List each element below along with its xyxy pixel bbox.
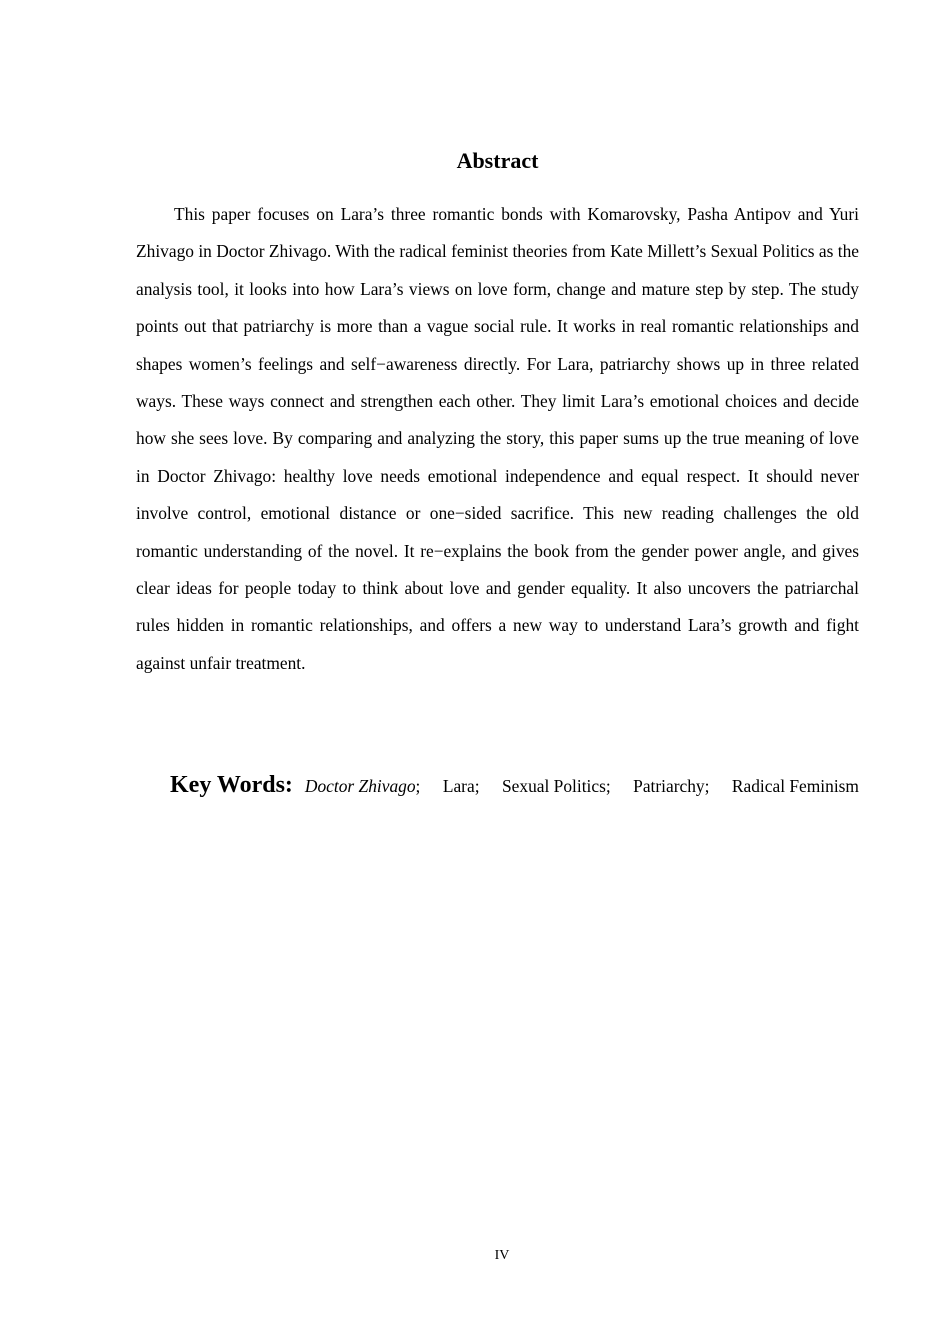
keyword-item: [502, 766, 611, 806]
keyword-separator: ;: [704, 776, 710, 796]
keyword-item: [305, 766, 420, 806]
keywords-label: Key Words:: [170, 772, 293, 798]
abstract-title: Abstract: [456, 148, 539, 173]
keyword-text: Lara: [442, 776, 475, 796]
keyword-item: [732, 766, 859, 806]
abstract-body: This paper focuses on Lara’s three romantic bonds with Komarovsky, Pasha Antipov and Yuri Zhivago in Doctor Zhivago. With the radical feminist theories from Kate Millett’s Sexual Politics as the analysis tool, it looks into how Lara’s views on love form, change and mature step by step. The study points out that patriarchy is more than a vague social rule. It works in real romantic relationships and shapes women’s feelings and self−awareness directly. For Lara, patriarchy shows up in three related ways. These ways connect and strengthen each other. They limit Lara’s emotional choices and decide how she sees love. By comparing and analyzing the story, this paper sums up the true meaning of love in Doctor Zhivago: healthy love needs emotional independence and equal respect. It should never involve control, emotional distance or one−sided sacrifice. This new reading challenges the old romantic understanding of the novel. It re−explains the book from the gender power angle, and gives clear ideas for people today to think about love and gender equality. It also uncovers the patriarchal rules hidden in romantic relationships, and offers a new way to understand Lara’s growth and fight against unfair treatment.: [136, 204, 859, 673]
keyword-separator: ;: [605, 776, 611, 796]
keyword-separator: ;: [474, 776, 480, 796]
page-number: IV: [494, 1248, 510, 1263]
keyword-item: [443, 766, 480, 806]
keywords-line: [170, 765, 859, 806]
keywords-list: [305, 766, 859, 806]
keyword-text: Radical Feminism: [731, 776, 859, 796]
keyword-item: [633, 766, 709, 806]
keyword-separator: ;: [415, 776, 421, 796]
keyword-text: Doctor Zhivago: [304, 776, 416, 796]
keyword-text: Sexual Politics: [501, 776, 606, 796]
keyword-text: Patriarchy: [633, 776, 705, 796]
